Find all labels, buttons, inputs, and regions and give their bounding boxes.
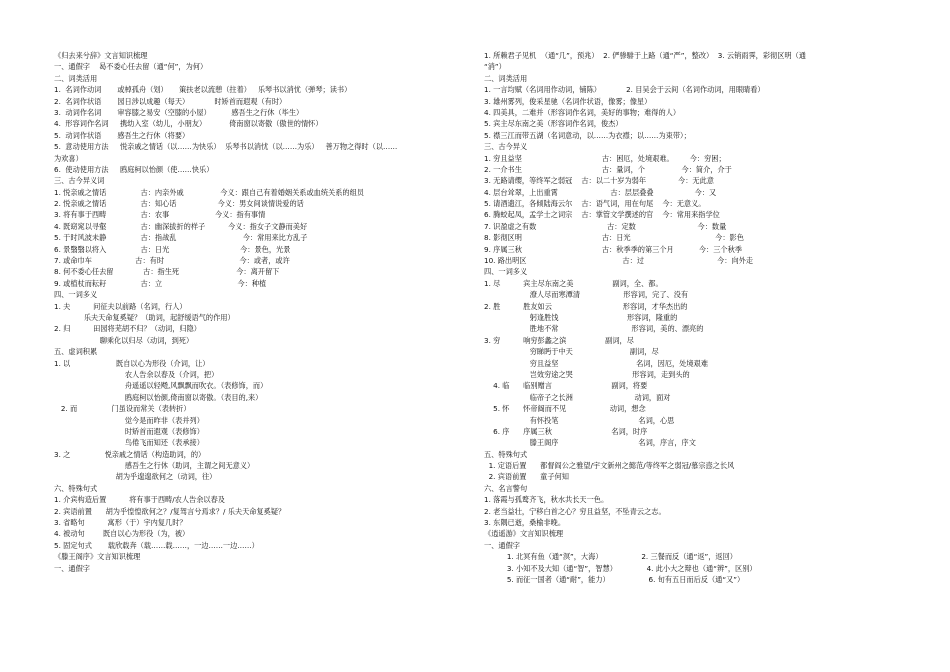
text-line: 1. 落霞与孤鹜齐飞，秋水共长天一色。	[484, 495, 609, 505]
text-line: 三、古今异义	[484, 142, 528, 152]
text-line: 5. 意动使用方法 悦亲戚之情话（以……为快乐） 乐琴书以消忧（以……为乐） 善万物之得时（以……	[54, 142, 398, 152]
text-line: 6. 使动使用方法 鸥庭柯以怡颜（使……快乐）	[54, 164, 214, 174]
text-line: 一、通假字	[484, 540, 520, 550]
text-line: 躬逢胜饯 形容词，隆重的	[484, 312, 678, 322]
text-line: 二、词类活用	[484, 73, 528, 83]
text-line: 2. 胜 胜友如云 形容词，才华杰出的	[484, 301, 688, 311]
text-line: 二、词类活用	[54, 73, 98, 83]
text-line: 6. 序 序属三秋 名词，时序	[484, 426, 648, 436]
text-line: 5. 而征一国者（通“耐”，能力） 6. 旬有五日而后反（通“又”）	[484, 574, 745, 584]
text-line: 1. 悦亲戚之情话 古：内亲外戚 今义：跟自己有着婚姻关系或血统关系的组员	[54, 187, 364, 197]
text-line: 五、虚词积累	[54, 347, 98, 357]
text-line: 3. 之 悦亲戚之情话（构造助词，的）	[54, 449, 206, 459]
text-line: 一、通假字	[54, 563, 90, 573]
text-line: 时矫首而遐观（表修饰）	[54, 426, 204, 436]
text-line: 鸟倦飞而知还（表承接）	[54, 438, 204, 448]
text-line: 4. 层台耸翠，上出重霄 古：层层叠叠 今：又	[484, 187, 717, 197]
text-line: 农人告余以春及（介词，把）	[54, 369, 219, 379]
text-line: “消”）	[484, 62, 506, 72]
text-line: 5. 请酒遗江，各倾陆海云尔 古：语气词，用在句尾 今：无意义。	[484, 199, 706, 209]
text-line: 潦人尽而寒潭清 形容词，完了、没有	[484, 290, 689, 300]
text-line: 一、通假字 曷不委心任去留（通“何”，为何）	[54, 62, 208, 72]
text-line: 6. 腾蛟起凤，孟学士之词宗 古：掌管文学撰述的官 今：常用来指学位	[484, 210, 720, 220]
text-line: 三、古今异义词	[54, 176, 105, 186]
text-line: 5. 动词作状语 感吾生之行休（将要）	[54, 130, 190, 140]
text-line: 2. 悦亲戚之情话 古：知心话 今义：男女间谈情说爱的话	[54, 199, 304, 209]
text-line: 1. 夫 问征夫以前路（名词，行人）	[54, 301, 187, 311]
text-line: 6. 景翳翳以将入 古：日光 今：景色，光景	[54, 244, 291, 254]
text-line: 4. 被动句 既自以心为形役（为，被）	[54, 529, 190, 539]
text-line: 滕王阁序 名词，序言，序文	[484, 438, 696, 448]
text-line: 1. 名词作动词 或棹孤舟（划） 策扶老以流憩（拄着） 乐琴书以消忧（弹琴；读书）	[54, 85, 352, 95]
text-line: 《逍遥游》文言知识梳理	[484, 529, 564, 539]
text-line: 3. 将有事于西畴 古：农事 今义：指有事情	[54, 210, 266, 220]
text-line: 1. 尽 宾主尽东南之美 副词，全、都。	[484, 278, 663, 288]
text-line: 感吾生之行休（助词，主谓之间无意义）	[54, 461, 255, 471]
text-line: 4. 临 临别赠言 副词，将要	[484, 381, 648, 391]
text-line: 聊乘化以归尽（动词，到死）	[54, 335, 194, 345]
text-line: 7. 识盈虚之有数 古：定数 今：数量	[484, 221, 727, 231]
text-line: 舟遥遥以轻飏,风飘飘而吹衣。（表修饰，而）	[54, 381, 268, 391]
text-line: 乐夫天命复奚疑？（助词，起舒缓语气的作用）	[54, 312, 235, 322]
text-line: 3. 动词作名词 审容膝之易安（空膝的小屋） 感吾生之行休（毕生）	[54, 107, 304, 117]
text-line: 1. 以 既自以心为形役（介词，让）	[54, 358, 210, 368]
text-line: 2. 归 田园将芜胡不归？（动词，归隐）	[54, 324, 201, 334]
text-line: 岂效穷途之哭 形容词，走到头的	[484, 369, 690, 379]
text-line: 《归去来兮辞》文言知识梳理	[54, 51, 148, 60]
text-line: 胡为乎遑遑欲何之（动词，往）	[54, 472, 217, 482]
text-line: 8. 何不委心任去留 古：指生死 今：离开留下	[54, 267, 280, 277]
left-column	[54, 50, 474, 574]
text-line: 5. 宾主尽东南之美（形容词作名词，俊杰）	[484, 119, 623, 129]
text-line: 3. 无路请缨，等终军之弱冠 古：以二十岁为弱年 今：无此意	[484, 176, 714, 186]
text-line: 3. 雄州雾列，俊采星驰（名词作状语，像雾；像星）	[484, 96, 652, 106]
text-line: 1. 介宾构造后置 将有事于西畴/农人告余以春及	[54, 495, 225, 505]
text-line: 9. 序属三秋 古：秋季季的第三个月 今：三个秋季	[484, 244, 742, 254]
text-line: 5. 怀 怀帝阍而不见 动词，想念	[484, 404, 646, 414]
text-line: 为欢喜）	[54, 153, 83, 163]
text-line: 胜地不常 形容词，美的、漂亮的	[484, 324, 704, 334]
text-line: 5. 襟三江而带五湖（名词意动，以……为衣襟；以……为束带）；	[484, 130, 691, 140]
text-line: 2. 宾语前置 胡为乎惶惶欲何之？/复驾言兮焉求？/ 乐夫天命复奚疑？	[54, 506, 286, 516]
text-line: 4. 形容词作名词 携幼入室（幼儿，小朋友） 倚南窗以寄傲（傲世的情怀）	[54, 119, 323, 129]
text-line: 1. 一言均赋（名词用作动词，铺陈） 2. 目吴会于云间（名词作动词，用眼睛看）	[484, 85, 765, 95]
text-line: 五、特殊句式	[484, 449, 528, 459]
text-line: 3. 穷 响穷彭蠡之滨 副词，尽	[484, 335, 634, 345]
text-line: 《滕王阁序》文言知识梳理	[54, 552, 141, 562]
text-line: 3. 小知不及大知（通“智”，智慧） 4. 此小大之辩也（通“辨”，区别）	[484, 563, 757, 573]
text-line: 六、名言警句	[484, 483, 528, 493]
right-column	[484, 50, 904, 585]
text-line: 9. 或植杖而耘耔 古：立 今：种植	[54, 278, 267, 288]
text-line: 7. 或命巾车 古：有时 今：或者，或许	[54, 256, 290, 266]
text-line: 2. 一介书生 古：量词，个 今：简介，介于	[484, 164, 732, 174]
text-line: 8. 影彻区明 古：日光 今：影色	[484, 233, 744, 243]
text-line: 六、特殊句式	[54, 483, 98, 493]
text-line: 鸥庭柯以怡颜,倚南窗以寄傲。（表目的,来）	[54, 392, 263, 402]
text-line: 4. 既窈窕以寻壑 古：幽深拔折的样子 今义：指女子文静而美好	[54, 221, 308, 231]
text-line: 临帝子之长洲 动词，面对	[484, 392, 671, 402]
text-line: 4. 四美具，二难并（形容词作名词，美好的事物；难得的人）	[484, 107, 681, 117]
text-line: 穷睇眄于中天 副词，尽	[484, 347, 659, 357]
text-line: 1. 定语后置 都督阎公之雅望/宇文新州之懿范/等终军之弱冠/慕宗悫之长风	[484, 461, 735, 471]
text-line: 2. 而 门虽设而常关（表转折）	[54, 404, 191, 414]
text-line: 2. 宾语前置 童子何知	[484, 472, 569, 482]
text-line: 3. 东隅已逝，桑榆非晚。	[484, 518, 566, 528]
text-line: 2. 老当益壮，宁移白首之心？穷且益坚，不坠青云之志。	[484, 506, 666, 516]
text-line: 觉今是而昨非（表并列）	[54, 415, 204, 425]
text-line: 四、一词多义	[484, 267, 528, 277]
text-line: 有怀投笔 名词，心思	[484, 415, 675, 425]
text-line: 3. 省略句 寓形（于）宇内复几时？	[54, 518, 187, 528]
text-line: 1. 所赖君子见机 （通“几”，预兆） 2. 俨骖騑于上路（通“严”，整改） 3. 云销雨霁，彩彻区明（通	[484, 51, 806, 60]
text-line: 5. 于时风波未静 古：指战乱 今：常用来比方乱子	[54, 233, 308, 243]
text-line: 四、一词多义	[54, 290, 98, 300]
text-line: 1. 穷且益坚 古：困厄，处境艰难。 今：穷困；	[484, 153, 726, 163]
text-line: 5. 固定句式 载欣载奔（载……载……，一边……一边……）	[54, 540, 259, 550]
text-line: 2. 名词作状语 园日涉以成趣（每天） 时矫首而遐观（有时）	[54, 96, 287, 106]
text-line: 1. 北冥有鱼（通“溟”，大海） 2. 三餐而反（通“返”，返回）	[484, 552, 737, 562]
text-line: 10. 路出明区 古：过 今：向外走	[484, 256, 754, 266]
text-line: 穷且益坚 名词，因厄，处境艰难	[484, 358, 709, 368]
